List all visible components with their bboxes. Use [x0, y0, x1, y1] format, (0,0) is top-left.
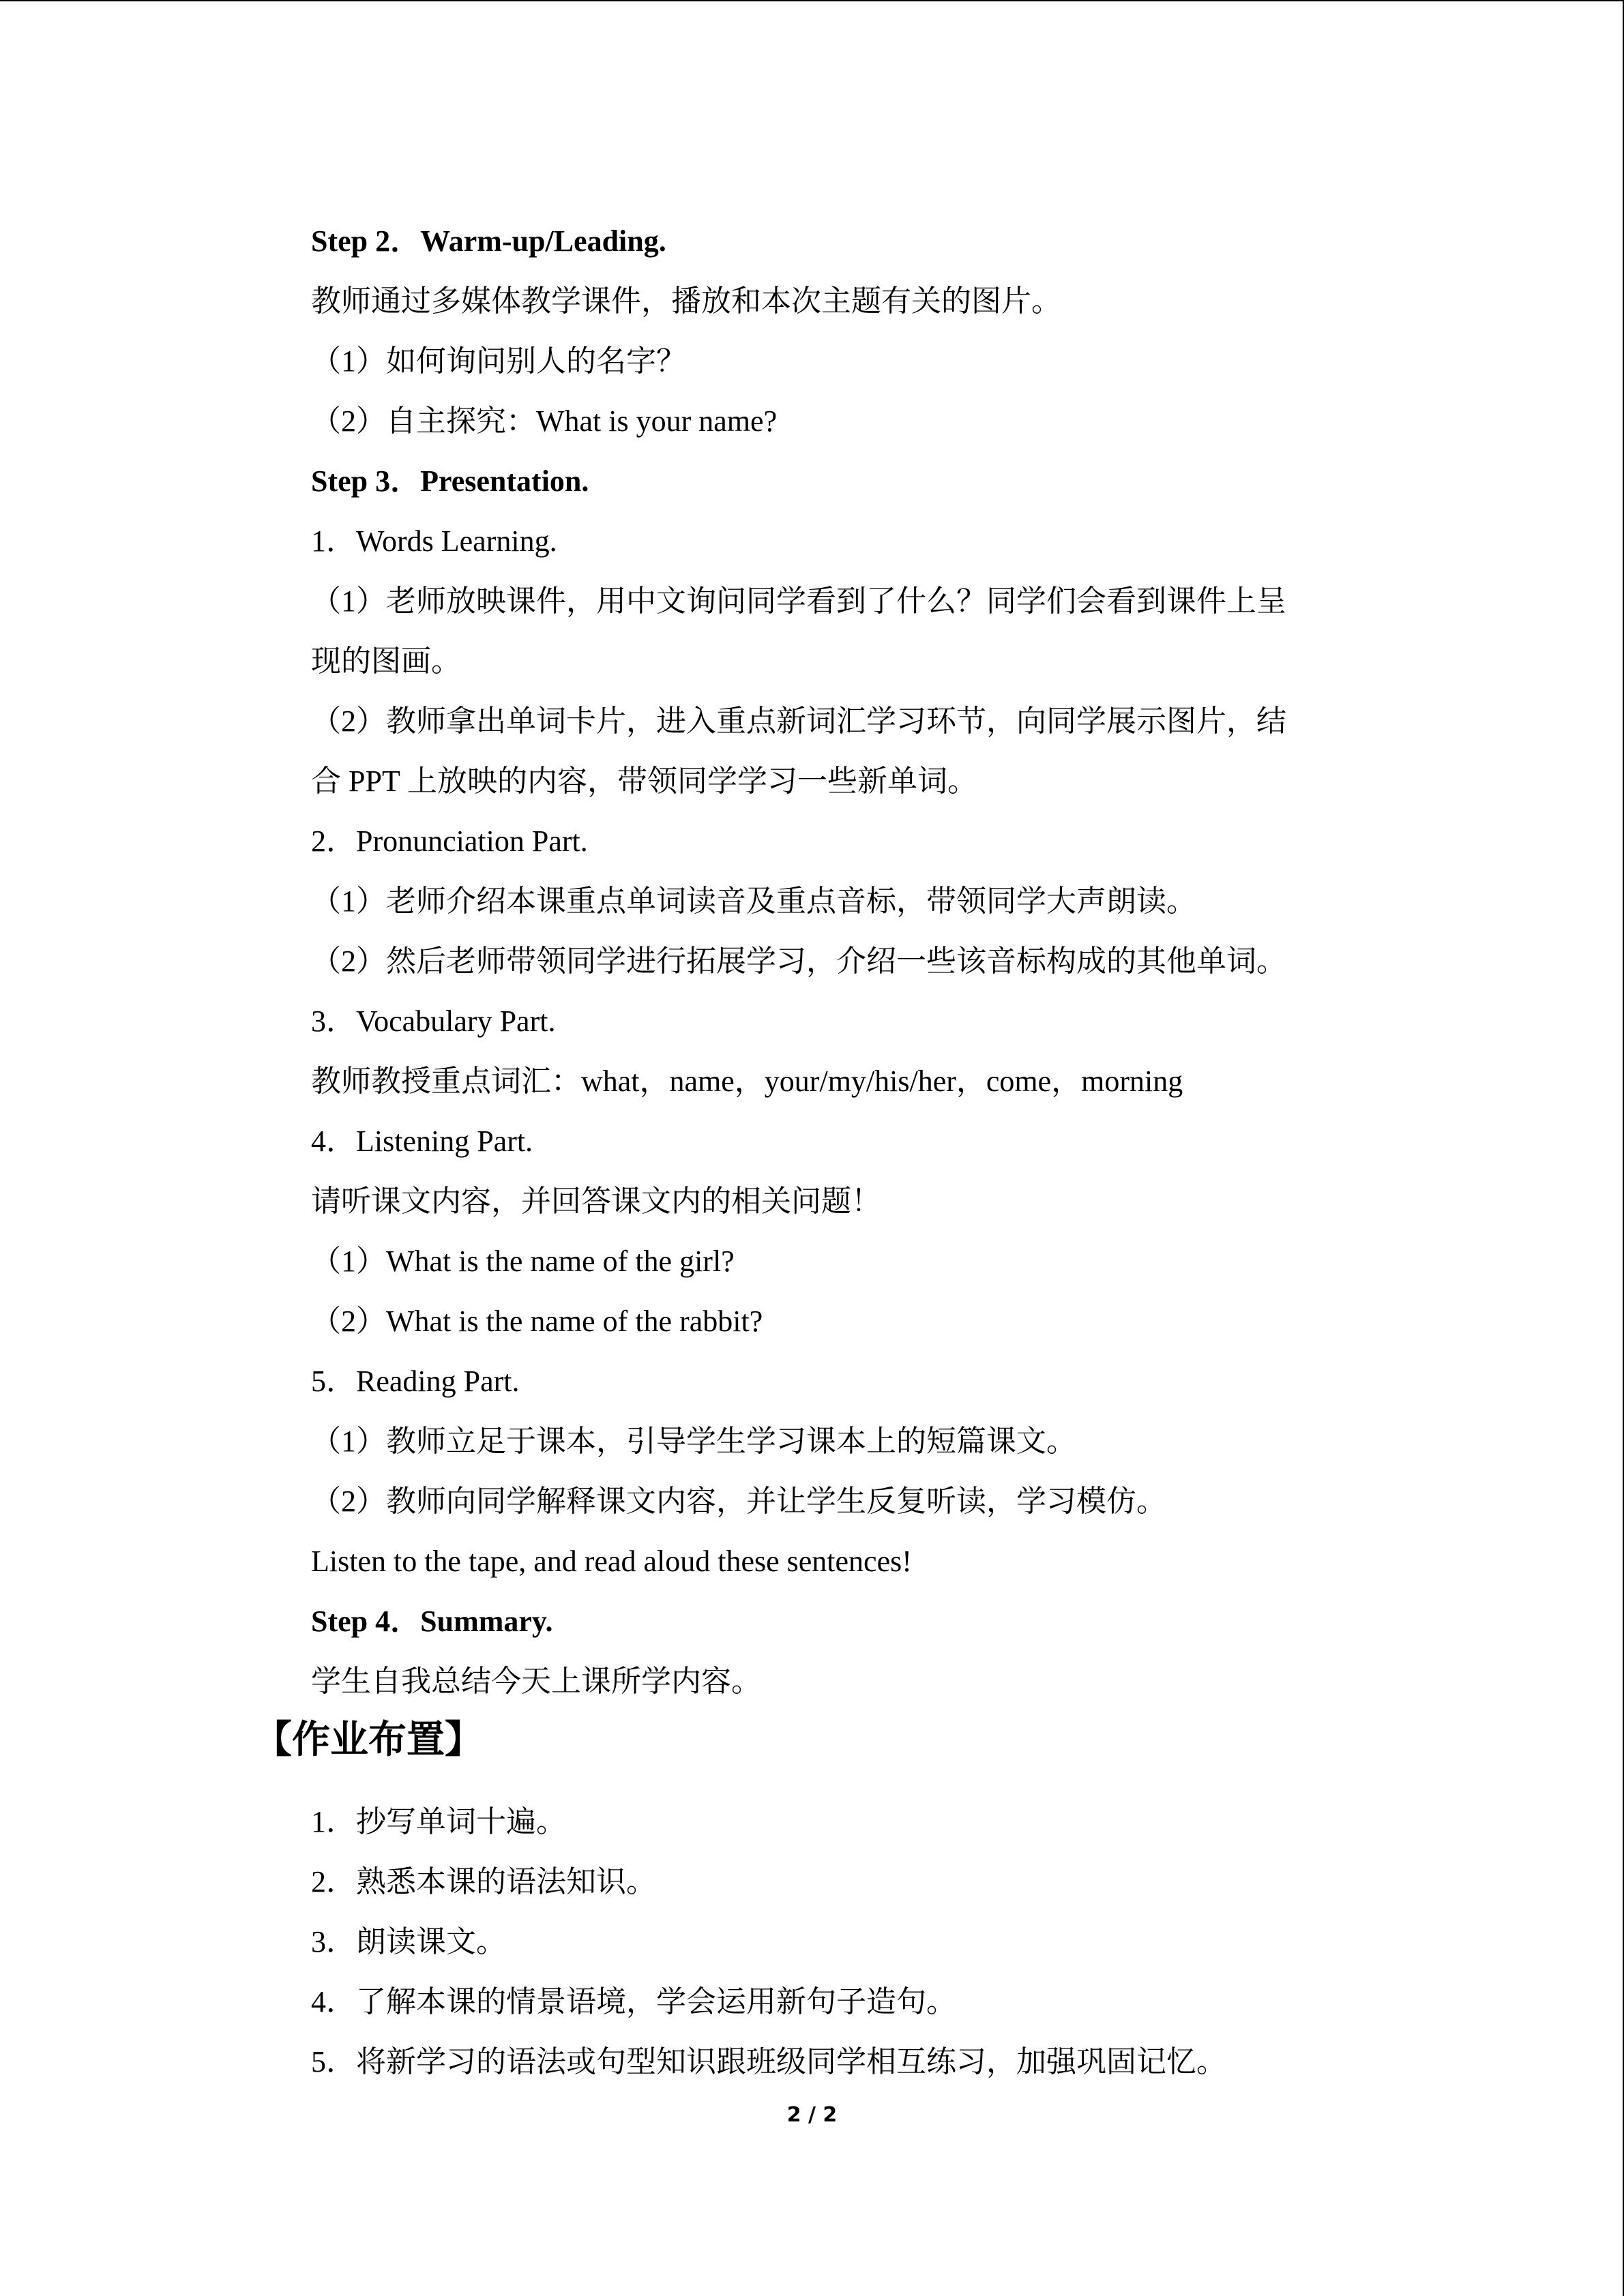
step-2-line-2: （1）如何询问别人的名字？ [311, 344, 686, 378]
words-learning-line-1: （1）老师放映课件，用中文询问同学看到了什么？同学们会看到课件上呈 [311, 584, 1286, 618]
words-learning-line-2: 现的图画。 [311, 644, 461, 678]
pronunciation-title: 2．Pronunciation Part. [311, 824, 588, 858]
step-2-line-1: 教师通过多媒体教学课件，播放和本次主题有关的图片。 [311, 284, 1061, 318]
listening-line-1: 请听课文内容，并回答课文内的相关问题！ [311, 1184, 881, 1218]
homework-item: 2．熟悉本课的语法知识。 [311, 1865, 656, 1898]
words-learning-line-4: 合 PPT 上放映的内容，带领同学学习一些新单词。 [311, 764, 978, 798]
listening-title: 4．Listening Part. [311, 1124, 533, 1158]
lesson-steps [311, 211, 1402, 1712]
homework-item: 5．将新学习的语法或句型知识跟班级同学相互练习，加强巩固记忆。 [311, 2045, 1226, 2078]
homework-item: 3．朗读课文。 [311, 1925, 506, 1958]
reading-line-2: （2）教师向同学解释课文内容，并让学生反复听读，学习模仿。 [311, 1485, 1166, 1518]
reading-line-3: Listen to the tape, and read aloud these sentences! [311, 1545, 912, 1578]
words-learning-title: 1．Words Learning. [311, 524, 557, 558]
homework-list [311, 1792, 1402, 2092]
homework-heading: 【作业布置】 [254, 1718, 483, 1762]
reading-title: 5．Reading Part. [311, 1365, 520, 1398]
pronunciation-line-2: （2）然后老师带领同学进行拓展学习，介绍一些该音标构成的其他单词。 [311, 944, 1286, 978]
words-learning-line-3: （2）教师拿出单词卡片，进入重点新词汇学习环节，向同学展示图片，结 [311, 704, 1286, 738]
listening-line-2: （1）What is the name of the girl? [311, 1244, 735, 1278]
homework-item: 1．抄写单词十遍。 [311, 1805, 566, 1838]
listening-line-3: （2）What is the name of the rabbit? [311, 1304, 763, 1338]
step-3-heading: Step 3．Presentation. [311, 464, 589, 498]
vocabulary-title: 3．Vocabulary Part. [311, 1004, 556, 1038]
homework-item: 4．了解本课的情景语境，学会运用新句子造句。 [311, 1985, 956, 2018]
pronunciation-line-1: （1）老师介绍本课重点单词读音及重点音标，带领同学大声朗读。 [311, 884, 1196, 918]
reading-line-1: （1）教师立足于课本，引导学生学习课本上的短篇课文。 [311, 1425, 1076, 1458]
vocabulary-line-1: 教师教授重点词汇：what，name，your/my/his/her，come，morning [311, 1064, 1183, 1098]
step-4-heading: Step 4．Summary. [311, 1605, 553, 1638]
step-2-heading: Step 2．Warm-up/Leading. [311, 224, 666, 258]
step-2-line-3: （2）自主探究：What is your name? [311, 404, 778, 438]
page-number: 2 / 2 [786, 2103, 838, 2127]
summary-line-1: 学生自我总结今天上课所学内容。 [311, 1665, 761, 1698]
